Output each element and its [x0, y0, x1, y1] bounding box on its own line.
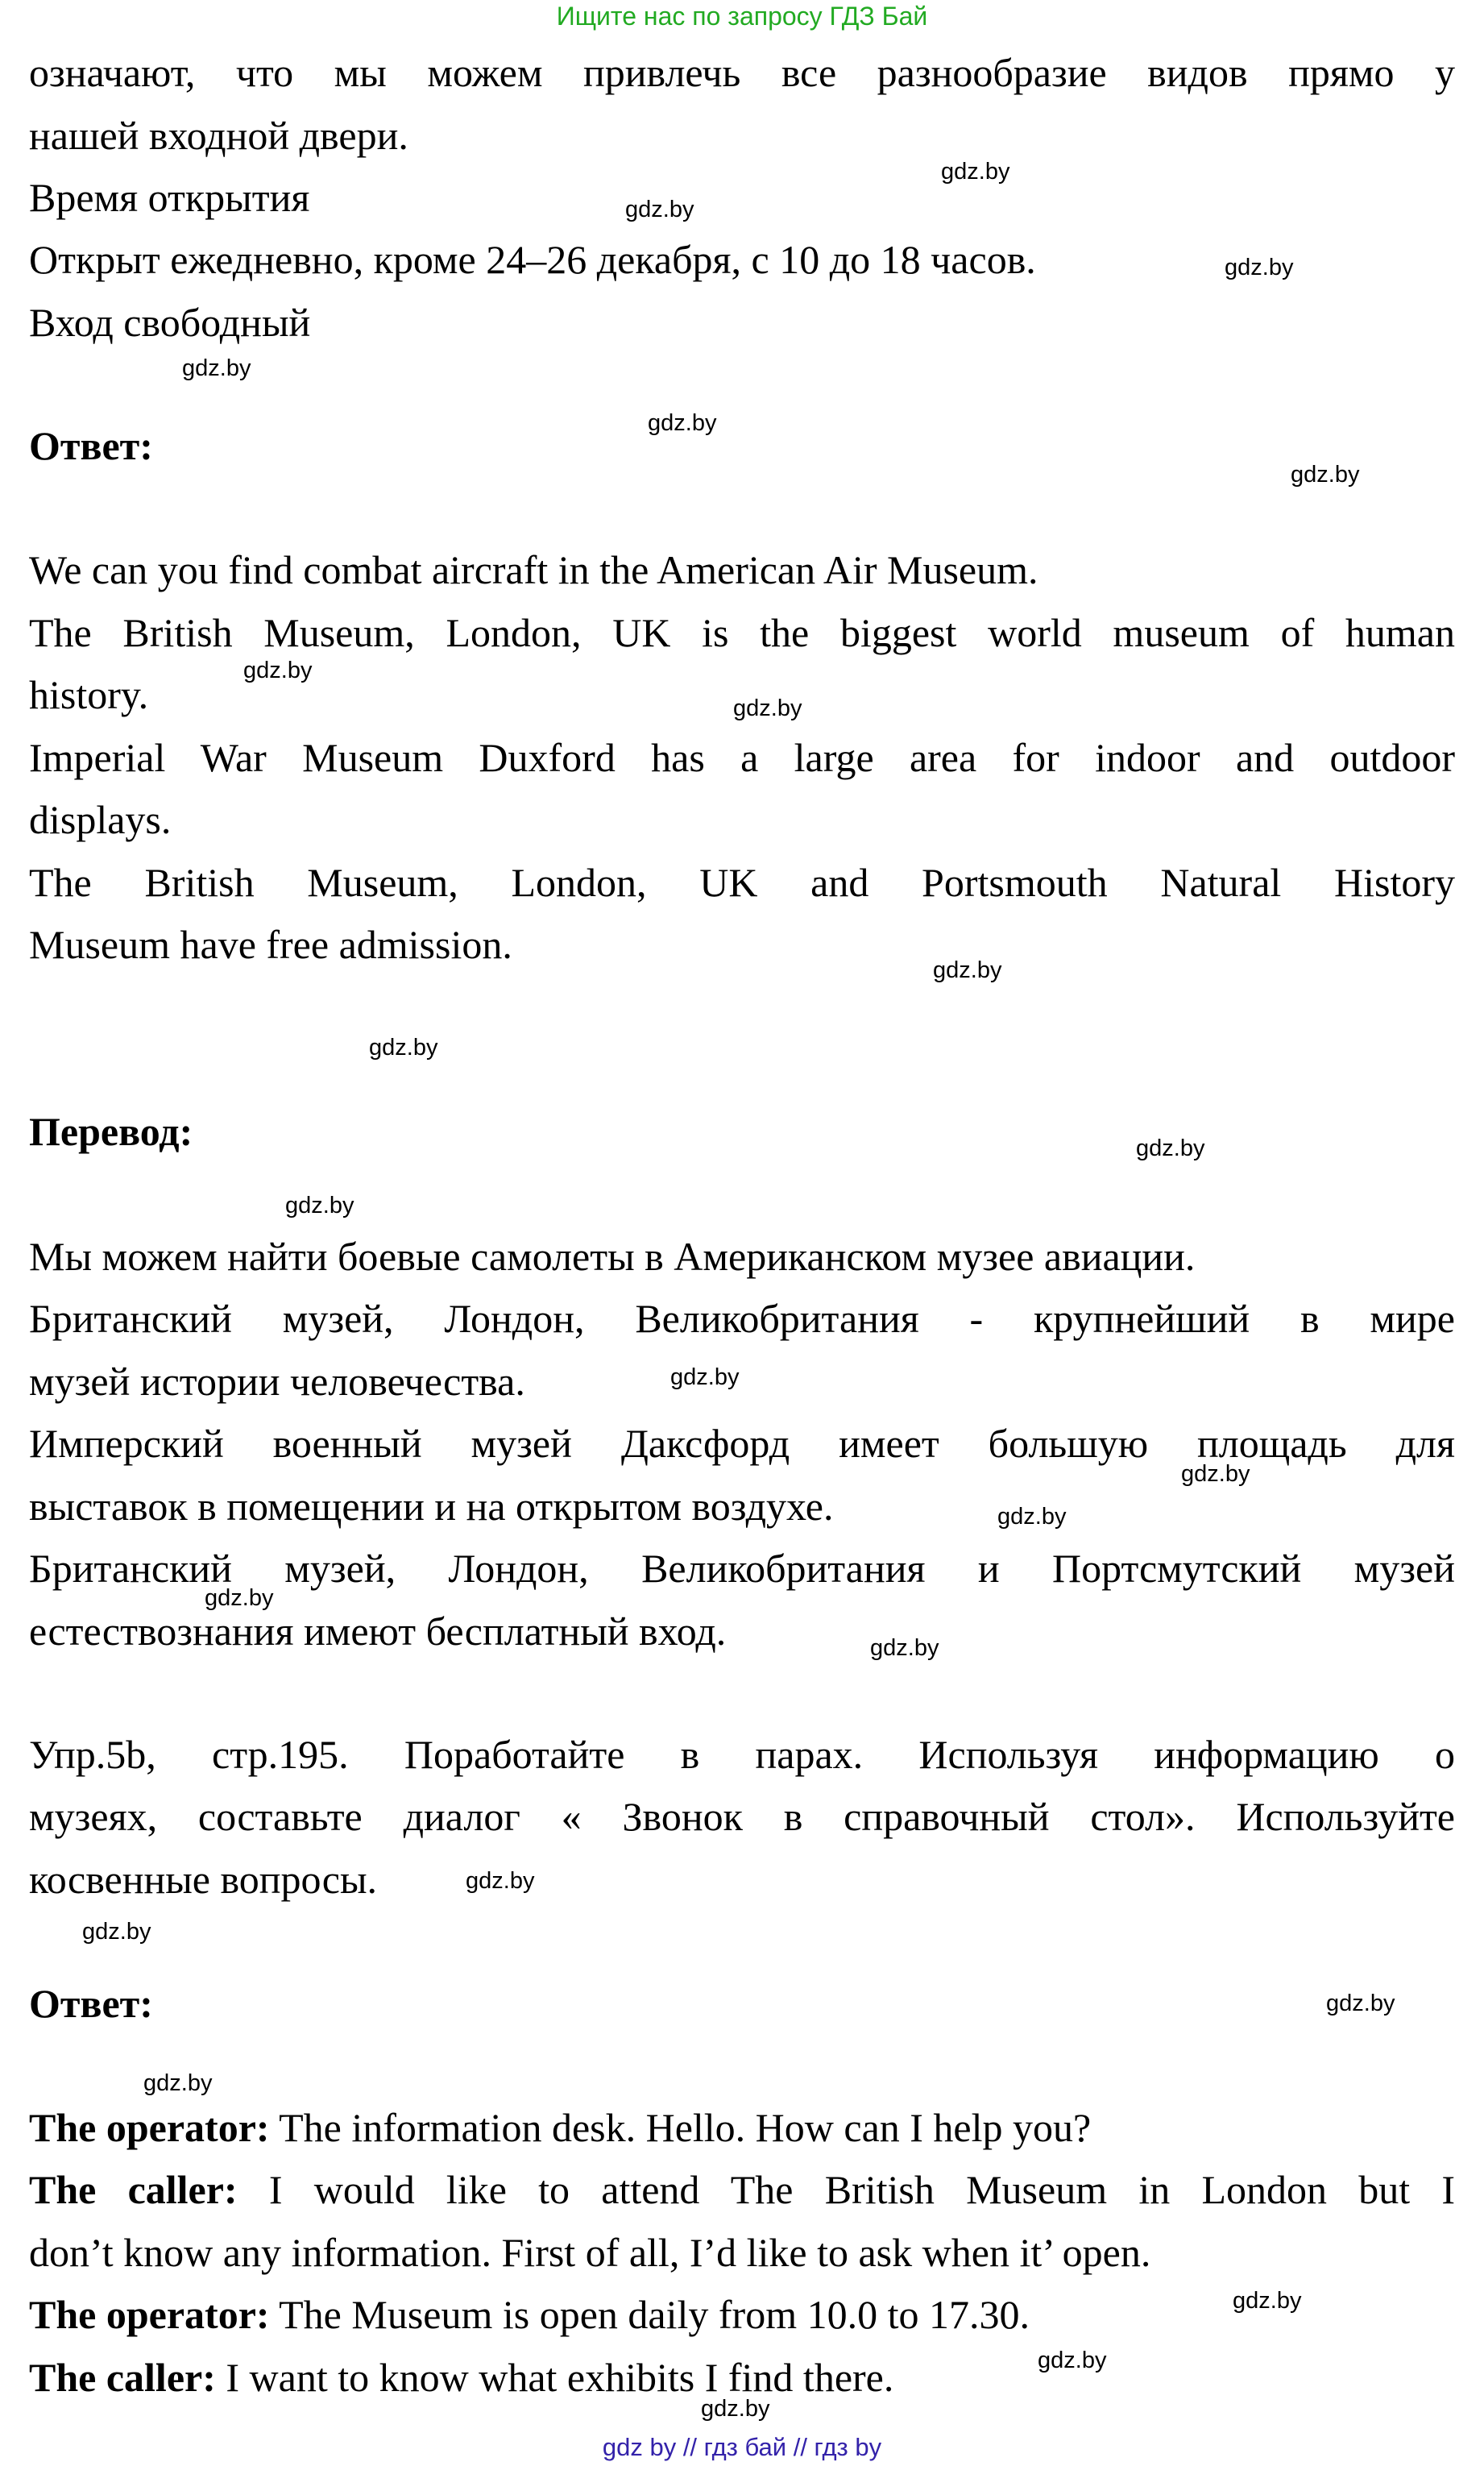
dialogue-line-1 [29, 2103, 1091, 2152]
exercise-line-3: косвенные вопросы. [29, 1857, 378, 1902]
speaker-caller: The caller: [29, 2167, 238, 2212]
exercise-line-1: Упр.5b, стр.195. Поработайте в парах. Используя информацию о [29, 1732, 1455, 1777]
opening-hours-text: Открыт ежедневно, кроме 24–26 декабря, с 10 до 18 часов. [29, 237, 1036, 282]
watermark: gdz.by [1326, 1991, 1395, 2016]
dialogue-text: I want to know what exhibits I find there. [215, 2355, 894, 2400]
dialogue-line-2-cont: don’t know any information. First of all, I’d like to ask when it’ open. [29, 2230, 1151, 2275]
speaker-operator: The operator: [29, 2105, 270, 2150]
answer1-line-3: history. [29, 672, 149, 717]
watermark: gdz.by [870, 1635, 939, 1661]
watermark: gdz.by [205, 1585, 274, 1611]
watermark: gdz.by [701, 2396, 770, 2422]
dialogue-text: The Museum is open daily from 10.0 to 17.30. [269, 2292, 1030, 2337]
translation-line-1: Мы можем найти боевые самолеты в Американском музее авиации. [29, 1234, 1196, 1279]
watermark: gdz.by [243, 658, 313, 683]
translation-line-7: естествознания имеют бесплатный вход. [29, 1609, 727, 1654]
watermark: gdz.by [648, 410, 717, 436]
answer-heading-2: Ответ: [29, 1981, 153, 2026]
answer1-line-1: We can you find combat aircraft in the American Air Museum. [29, 547, 1038, 592]
intro-line-2: нашей входной двери. [29, 113, 408, 158]
dialogue-line-4 [29, 2353, 893, 2402]
watermark: gdz.by [466, 1868, 535, 1894]
translation-line-5: выставок в помещении и на открытом воздухе. [29, 1484, 834, 1529]
watermark: gdz.by [670, 1364, 740, 1390]
answer1-line-5: displays. [29, 797, 172, 842]
answer1-line-7: Museum have free admission. [29, 922, 512, 967]
speaker-operator: The operator: [29, 2292, 270, 2337]
watermark: gdz.by [625, 197, 694, 222]
watermark: gdz.by [143, 2070, 213, 2096]
search-hint-link[interactable]: Ищите нас по запросу ГДЗ Бай [556, 2, 928, 31]
watermark: gdz.by [285, 1193, 354, 1218]
watermark: gdz.by [733, 695, 802, 721]
translation-line-3: музей истории человечества. [29, 1359, 525, 1404]
answer1-line-2: The British Museum, London, UK is the biggest world museum of human [29, 610, 1455, 655]
translation-line-6: Британский музей, Лондон, Великобритания и Портсмутский музей [29, 1546, 1455, 1591]
intro-line-1: означают, что мы можем привлечь все разнообразие видов прямо у [29, 50, 1455, 95]
watermark: gdz.by [941, 159, 1010, 185]
translation-line-2: Британский музей, Лондон, Великобритания - крупнейший в мире [29, 1296, 1455, 1341]
answer-heading-1: Ответ: [29, 423, 153, 468]
translation-heading: Перевод: [29, 1109, 193, 1154]
dialogue-text: The information desk. Hello. How can I help you? [269, 2105, 1092, 2150]
watermark: gdz.by [82, 1919, 151, 1945]
dialogue-line-3 [29, 2290, 1030, 2339]
watermark: gdz.by [1233, 2288, 1302, 2314]
answer1-line-4: Imperial War Museum Duxford has a large area for indoor and outdoor [29, 735, 1455, 780]
admission-text: Вход свободный [29, 300, 311, 345]
exercise-line-2: музеях, составьте диалог « Звонок в справочный стол». Используйте [29, 1794, 1455, 1839]
footer-links[interactable]: gdz by // гдз бай // гдз by [602, 2433, 882, 2461]
watermark: gdz.by [1181, 1461, 1250, 1487]
watermark: gdz.by [933, 957, 1002, 983]
answer1-line-6: The British Museum, London, UK and Portsmouth Natural History [29, 860, 1455, 905]
watermark: gdz.by [1291, 462, 1360, 488]
translation-line-4: Имперский военный музей Даксфорд имеет большую площадь для [29, 1421, 1455, 1466]
watermark: gdz.by [369, 1035, 438, 1061]
watermark: gdz.by [1038, 2348, 1107, 2373]
dialogue-line-2 [29, 2165, 1455, 2214]
watermark: gdz.by [182, 355, 251, 381]
watermark: gdz.by [997, 1504, 1067, 1530]
speaker-caller: The caller: [29, 2355, 216, 2400]
opening-time-label: Время открытия [29, 175, 310, 220]
watermark: gdz.by [1136, 1135, 1205, 1161]
dialogue-text: I would like to attend The British Museum in London but I [237, 2167, 1455, 2212]
watermark: gdz.by [1225, 255, 1294, 280]
